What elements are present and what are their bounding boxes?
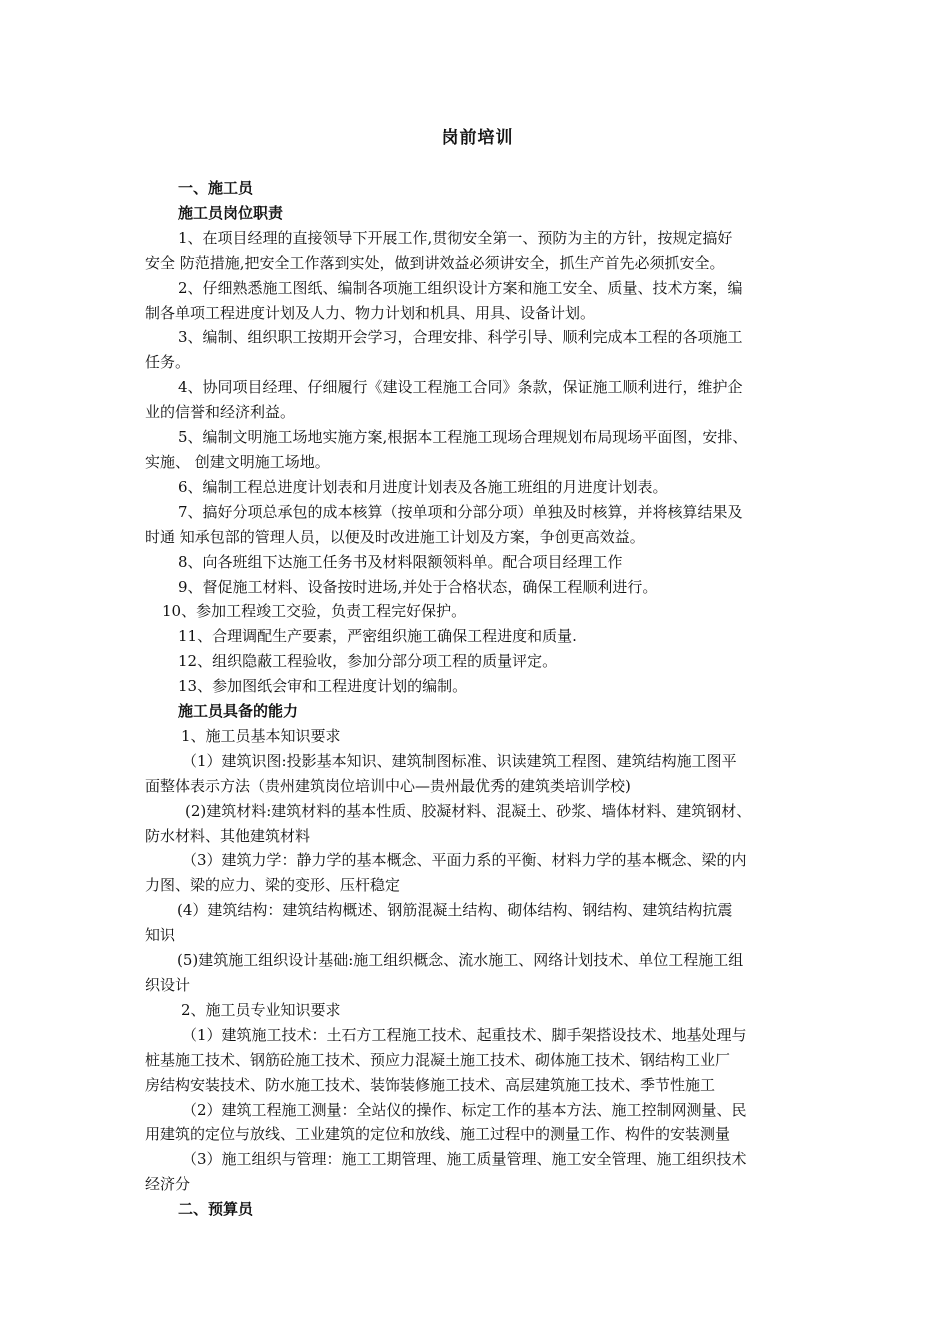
document-page <box>145 126 810 1222</box>
section-heading: 二、预算员 <box>178 1200 254 1219</box>
subsection-heading: 施工员具备的能力 <box>178 702 299 721</box>
knowledge-item: (5)建筑施工组织设计基础:施工组织概念、流水施工、网络计划技术、单位工程施工组 <box>177 951 744 970</box>
document-title: 岗前培训 <box>441 128 514 148</box>
knowledge-item-cont: 力图、梁的应力、梁的变形、压杆稳定 <box>145 876 401 895</box>
knowledge-item: （1）建筑识图:投影基本知识、建筑制图标准、识读建筑工程图、建筑结构施工图平 <box>182 751 737 770</box>
duty-item-7: 7、搞好分项总承包的成本核算（按单项和分部分项）单独及时核算，并将核算结果及 <box>178 502 743 521</box>
knowledge-item: (4）建筑结构：建筑结构概述、钢筋混凝土结构、砌体结构、钢结构、建筑结构抗震 <box>177 901 733 920</box>
knowledge-item-cont: 织设计 <box>145 976 191 994</box>
duty-item-13: 13、参加图纸会审和工程进度计划的编制。 <box>178 677 468 696</box>
knowledge-item-cont: 房结构安装技术、防水施工技术、装饰装修施工技术、高层建筑施工技术、季节性施工 <box>145 1075 716 1094</box>
knowledge-item: （3）建筑力学：静力学的基本概念、平面力系的平衡、材料力学的基本概念、梁的内 <box>182 851 747 870</box>
knowledge-item-cont: 桩基施工技术、钢筋砼施工技术、预应力混凝土施工技术、砌体施工技术、钢结构工业厂 <box>145 1050 731 1069</box>
duty-item-6: 6、编制工程总进度计划表和月进度计划表及各施工班组的月进度计划表。 <box>178 477 668 496</box>
knowledge-item-cont: 知识 <box>145 926 176 945</box>
knowledge-item-cont: 经济分 <box>145 1175 191 1194</box>
knowledge-item-cont: 用建筑的定位与放线、工业建筑的定位和放线、施工过程中的测量工作、构件的安装测量 <box>145 1125 731 1144</box>
duty-item-4-cont: 业的信誉和经济利益。 <box>145 403 296 422</box>
knowledge-item: （2）建筑工程施工测量：全站仪的操作、标定工作的基本方法、施工控制网测量、民 <box>182 1100 747 1119</box>
duty-item-3: 3、编制、组织职工按期开会学习，合理安排、科学引导、顺利完成本工程的各项施工 <box>178 328 743 347</box>
duty-item-12: 12、组织隐蔽工程验收，参加分部分项工程的质量评定。 <box>178 652 558 671</box>
duty-item-11: 11、合理调配生产要素，严密组织施工确保工程进度和质量. <box>178 627 577 646</box>
duty-item-2: 2、仔细熟悉施工图纸、编制各项施工组织设计方案和施工安全、质量、技术方案，编 <box>178 278 743 297</box>
knowledge-item-cont: 防水材料、其他建筑材料 <box>145 826 311 845</box>
knowledge-heading-2: 2、施工员专业知识要求 <box>181 1000 341 1019</box>
duty-item-10: 10、参加工程竣工交验，负责工程完好保护。 <box>162 602 467 621</box>
duty-item-5-cont: 实施、 创建文明施工场地。 <box>145 452 330 471</box>
knowledge-item: （3）施工组织与管理：施工工期管理、施工质量管理、施工安全管理、施工组织技术 <box>182 1150 747 1169</box>
duty-item-1-cont: 安全 防范措施,把安全工作落到实处，做到讲效益必须讲安全，抓生产首先必须抓安全。 <box>145 253 725 272</box>
duty-item-1: 1、在项目经理的直接领导下开展工作,贯彻安全第一、预防为主的方针，按规定搞好 <box>178 228 733 247</box>
subsection-heading: 施工员岗位职责 <box>178 203 284 222</box>
duty-item-8: 8、向各班组下达施工任务书及材料限额领料单。配合项目经理工作 <box>178 552 623 571</box>
duty-item-2-cont: 制各单项工程进度计划及人力、物力计划和机具、用具、设备计划。 <box>145 303 596 322</box>
knowledge-item-cont: 面整体表示方法（贵州建筑岗位培训中心—贵州最优秀的建筑类培训学校) <box>145 776 631 795</box>
knowledge-item: （1）建筑施工技术：土石方工程施工技术、起重技术、脚手架搭设技术、地基处理与 <box>182 1025 747 1044</box>
duty-item-4: 4、协同项目经理、仔细履行《建设工程施工合同》条款，保证施工顺利进行，维护企 <box>178 378 743 397</box>
section-heading: 一、施工员 <box>178 179 254 197</box>
duty-item-3-cont: 任务。 <box>145 353 191 372</box>
duty-item-7-cont: 时通 知承包部的管理人员，以便及时改进施工计划及方案，争创更高效益。 <box>145 527 645 546</box>
knowledge-item: (2)建筑材料:建筑材料的基本性质、胶凝材料、混凝土、砂浆、墙体材料、建筑钢材、 <box>185 801 752 820</box>
duty-item-5: 5、编制文明施工场地实施方案,根据本工程施工现场合理规划布局现场平面图，安排、 <box>178 428 748 447</box>
duty-item-9: 9、督促施工材料、设备按时进场,并处于合格状态，确保工程顺利进行。 <box>178 577 658 596</box>
knowledge-heading-1: 1、施工员基本知识要求 <box>181 726 341 745</box>
